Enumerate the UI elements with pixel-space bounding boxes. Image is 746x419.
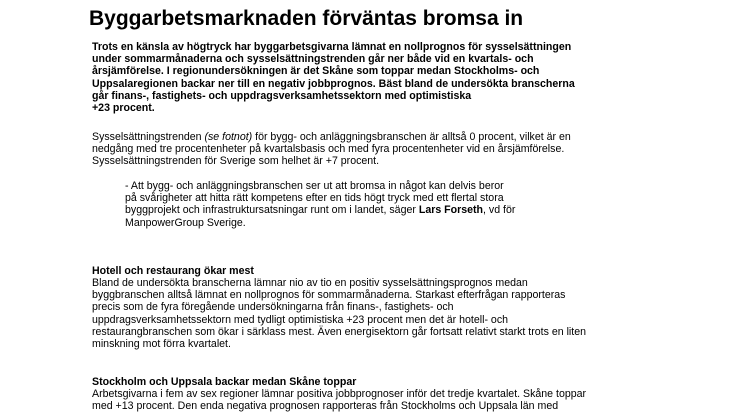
lead-line: årsjämförelse. I regionundersökningen är det Skåne som toppar medan Stockholms- och <box>92 65 540 78</box>
quote-block <box>125 180 515 229</box>
section-heading-regions: Stockholm och Uppsala backar medan Skåne toppar <box>92 376 357 388</box>
hotel-line: precis som de fyra föregående undersökningarna från finans-, fastighets- och <box>92 301 454 314</box>
lead-line: Trots en känsla av högtryck har byggarbetsgivarna lämnat en nollprognos för sysselsättningen <box>92 41 572 53</box>
text-run: Sysselsättningstrenden <box>92 131 205 143</box>
quote-line-text: - Att bygg- och anläggningsbranschen ser ut att bromsa in något kan delvis beror <box>125 180 504 192</box>
quote-line <box>125 180 515 192</box>
section-heading-hotel: Hotell och restaurang ökar mest <box>92 265 254 277</box>
hotel-line: minskning mot förra kvartalet. <box>92 338 231 351</box>
trend-line <box>92 131 571 143</box>
regions-line: Arbetsgivarna i fem av sex regioner lämnar positiva jobbprognoser inför det tredje kvartalet. Skåne toppar <box>92 388 587 400</box>
quote-line: på svårigheter att hitta rätt kompetens efter en tids högt tryck med ett flertal stora <box>125 192 504 205</box>
lead-line: +23 procent. <box>92 102 155 115</box>
trend-paragraph <box>92 131 571 168</box>
lead-line: under sommarmånaderna och sysselsättningstrenden går ner både vid en kvartals- och <box>92 53 534 66</box>
hotel-line: Bland de undersökta branscherna lämnar nio av tio en positiv sysselsättningsprognos medan <box>92 277 528 289</box>
hotel-line: uppdragsverksamhetssektorn med tydligt optimistiska +23 procent men det är hotell- och <box>92 313 509 326</box>
text-run: , vd för <box>483 204 516 217</box>
regions-paragraph <box>92 388 586 412</box>
footnote-reference: (se fotnot) <box>204 131 253 143</box>
hotel-line: restaurangbranschen som ökar i särklass mest. Även energisektorn går fortsatt relativt starkt trots en liten <box>92 325 587 338</box>
speaker-name: Lars Forseth <box>418 204 484 217</box>
article-title: Byggarbetsmarknaden förväntas bromsa in <box>89 7 524 30</box>
trend-line: nedgång med tre procentenheter på kvartalsbasis och med fyra procentenheter vid en årsjämförelse. <box>92 143 565 156</box>
hotel-paragraph <box>92 277 586 350</box>
quote-line: ManpowerGroup Sverige. <box>125 216 246 229</box>
trend-line: Sysselsättningstrenden för Sverige som helhet är +7 procent. <box>92 155 380 168</box>
quote-line <box>125 204 515 216</box>
text-run: för bygg- och anläggningsbranschen är alltså 0 procent, vilket är en <box>252 131 571 143</box>
lead-line: Uppsalaregionen backar ner till en negativ jobbprognos. Bäst bland de undersökta branscherna <box>92 77 575 90</box>
regions-line: med +13 procent. Den enda negativa prognosen rapporteras från Stockholms och Uppsala län med <box>92 400 559 413</box>
lead-paragraph <box>92 41 575 114</box>
hotel-line: byggbranschen alltså lämnat en nollprognos för sommarmånaderna. Starkast efterfrågan rapporteras <box>92 289 566 302</box>
text-run: byggprojekt och infrastruktursatsningar runt om i landet, säger <box>125 204 419 217</box>
lead-line: går finans-, fastighets- och uppdragsverksamhetssektorn med optimistiska <box>92 89 472 102</box>
